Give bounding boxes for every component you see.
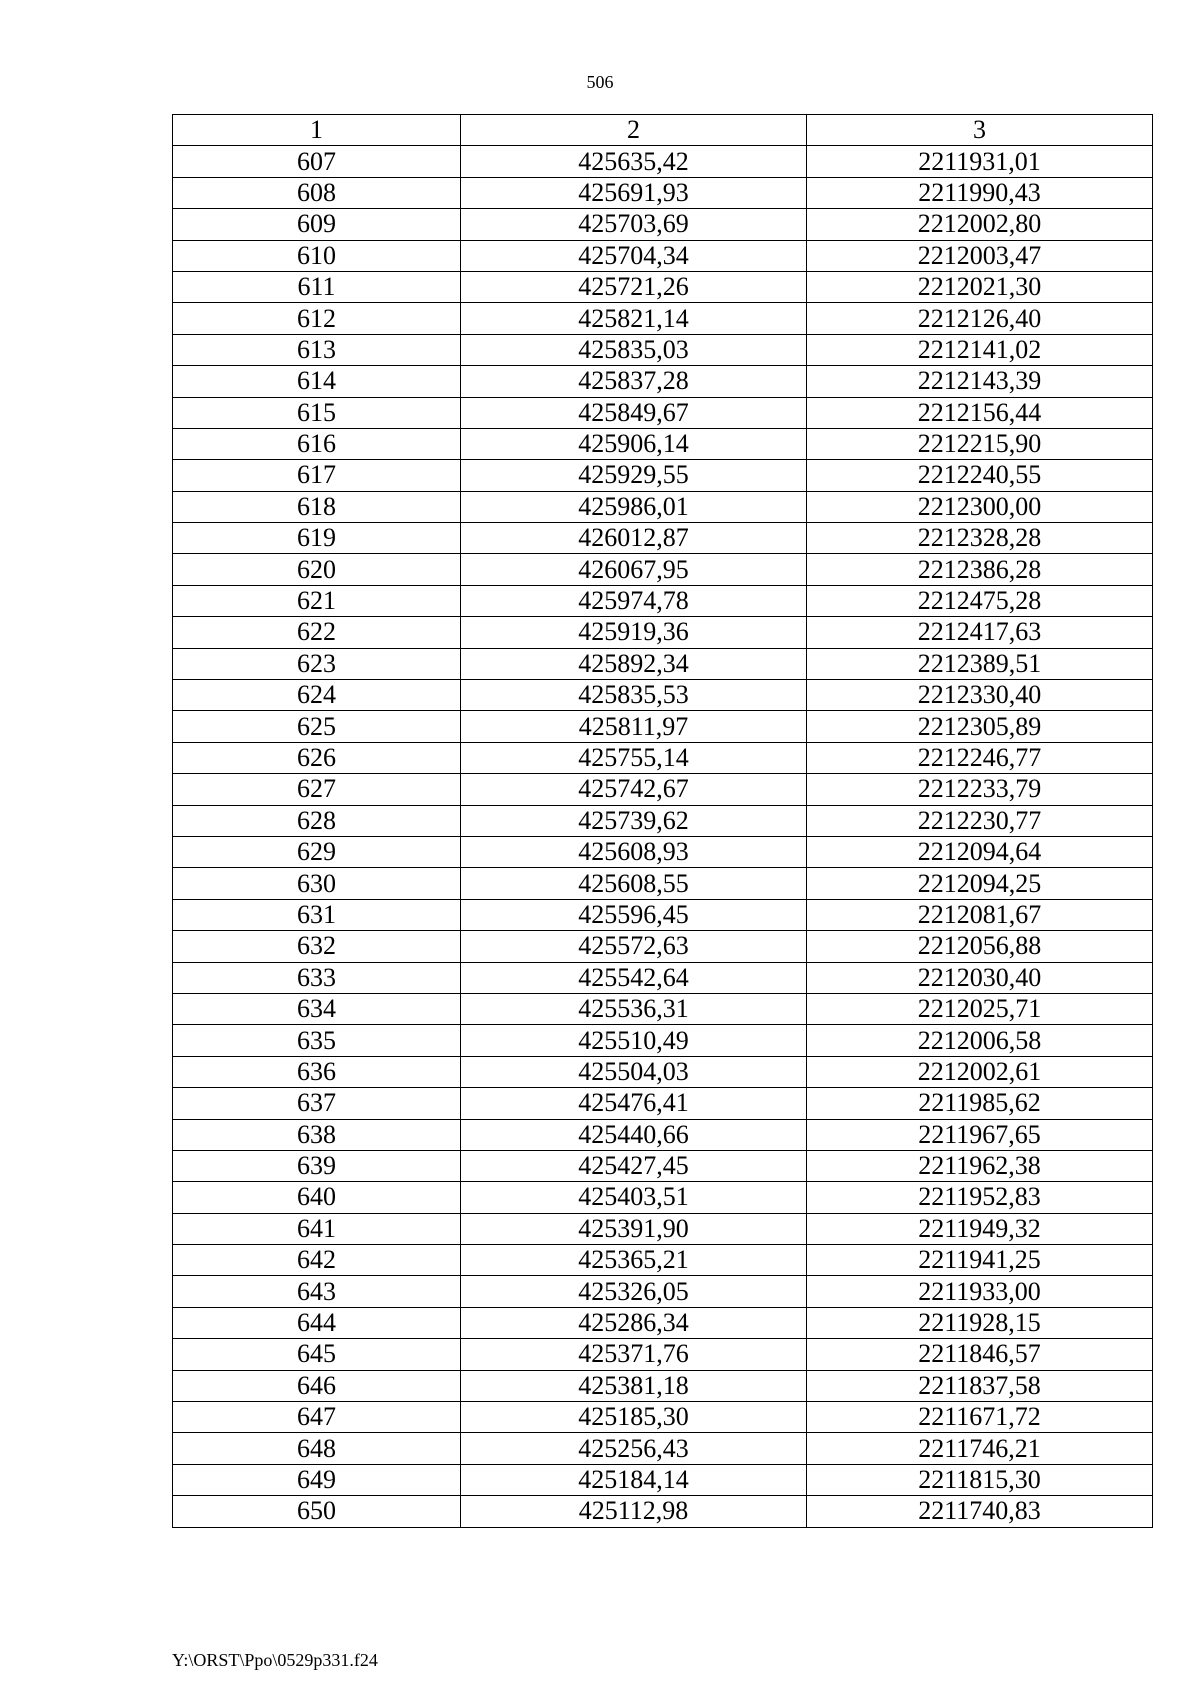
table-cell-col-2: 425608,55: [461, 868, 807, 899]
coordinates-table: [172, 114, 1153, 1528]
table-cell-col-1: 623: [173, 648, 461, 679]
table-cell-col-3: 2212002,61: [807, 1056, 1153, 1087]
table-cell-col-3: 2211949,32: [807, 1213, 1153, 1244]
table-cell-col-1: 643: [173, 1276, 461, 1307]
table-cell-col-3: 2212300,00: [807, 491, 1153, 522]
table-cell-col-2: 425986,01: [461, 491, 807, 522]
table-row: [173, 366, 1153, 397]
table-cell-col-2: 425635,42: [461, 146, 807, 177]
table-cell-col-3: 2211846,57: [807, 1339, 1153, 1370]
table-cell-col-1: 637: [173, 1088, 461, 1119]
table-cell-col-1: 628: [173, 805, 461, 836]
table-cell-col-1: 638: [173, 1119, 461, 1150]
table-row: [173, 648, 1153, 679]
table-row: [173, 491, 1153, 522]
table-row: [173, 303, 1153, 334]
table-cell-col-1: 630: [173, 868, 461, 899]
table-cell-col-3: 2212021,30: [807, 271, 1153, 302]
table-cell-col-1: 611: [173, 271, 461, 302]
table-cell-col-2: 425837,28: [461, 366, 807, 397]
table-cell-col-1: 619: [173, 523, 461, 554]
table-cell-col-1: 615: [173, 397, 461, 428]
table-cell-col-1: 621: [173, 585, 461, 616]
table-row: [173, 1339, 1153, 1370]
table-cell-col-3: 2211985,62: [807, 1088, 1153, 1119]
table-row: [173, 1276, 1153, 1307]
table-cell-col-3: 2211967,65: [807, 1119, 1153, 1150]
table-cell-col-2: 425755,14: [461, 742, 807, 773]
table-row: [173, 931, 1153, 962]
table-cell-col-3: 2212056,88: [807, 931, 1153, 962]
table-cell-col-2: 425371,76: [461, 1339, 807, 1370]
table-row: [173, 1370, 1153, 1401]
table-cell-col-2: 425596,45: [461, 899, 807, 930]
table-cell-col-1: 634: [173, 993, 461, 1024]
table-row: [173, 899, 1153, 930]
table-row: [173, 146, 1153, 177]
table-cell-col-2: 425440,66: [461, 1119, 807, 1150]
table-cell-col-1: 620: [173, 554, 461, 585]
table-row: [173, 397, 1153, 428]
table-cell-col-3: 2211933,00: [807, 1276, 1153, 1307]
table-row: [173, 742, 1153, 773]
table-row: [173, 1245, 1153, 1276]
table-cell-col-2: 425721,26: [461, 271, 807, 302]
table-cell-col-2: 425892,34: [461, 648, 807, 679]
table-cell-col-2: 425742,67: [461, 774, 807, 805]
table-cell-col-3: 2211746,21: [807, 1433, 1153, 1464]
table-cell-col-2: 425326,05: [461, 1276, 807, 1307]
table-cell-col-2: 425504,03: [461, 1056, 807, 1087]
table-cell-col-3: 2211990,43: [807, 177, 1153, 208]
table-row: [173, 177, 1153, 208]
table-cell-col-3: 2212143,39: [807, 366, 1153, 397]
table-cell-col-1: 644: [173, 1307, 461, 1338]
table-row: [173, 1150, 1153, 1181]
table-row: [173, 1119, 1153, 1150]
table-cell-col-3: 2211931,01: [807, 146, 1153, 177]
table-cell-col-2: 425572,63: [461, 931, 807, 962]
table-cell-col-2: 425691,93: [461, 177, 807, 208]
table-cell-col-1: 607: [173, 146, 461, 177]
table-cell-col-1: 649: [173, 1464, 461, 1495]
table-row: [173, 428, 1153, 459]
table-cell-col-3: 2212006,58: [807, 1025, 1153, 1056]
table-row: [173, 711, 1153, 742]
column-header-3: 3: [807, 115, 1153, 146]
table-cell-col-3: 2212094,64: [807, 836, 1153, 867]
table-cell-col-1: 624: [173, 680, 461, 711]
table-cell-col-3: 2212126,40: [807, 303, 1153, 334]
table-cell-col-1: 610: [173, 240, 461, 271]
footer-file-path: Y:\ORST\Ppo\0529p331.f24: [172, 1650, 378, 1670]
table-row: [173, 993, 1153, 1024]
table-cell-col-2: 425510,49: [461, 1025, 807, 1056]
table-cell-col-1: 648: [173, 1433, 461, 1464]
table-cell-col-2: 425365,21: [461, 1245, 807, 1276]
table-cell-col-3: 2212475,28: [807, 585, 1153, 616]
page-number: 506: [586, 72, 614, 92]
table-cell-col-2: 425608,93: [461, 836, 807, 867]
table-cell-col-3: 2212094,25: [807, 868, 1153, 899]
table-cell-col-2: 425811,97: [461, 711, 807, 742]
table-cell-col-2: 425739,62: [461, 805, 807, 836]
table-cell-col-1: 622: [173, 617, 461, 648]
column-header-2: 2: [461, 115, 807, 146]
table-cell-col-3: 2212081,67: [807, 899, 1153, 930]
table-row: [173, 1496, 1153, 1527]
table-row: [173, 271, 1153, 302]
table-cell-col-1: 609: [173, 209, 461, 240]
table-row: [173, 1213, 1153, 1244]
table-cell-col-3: 2212030,40: [807, 962, 1153, 993]
table-cell-col-2: 425391,90: [461, 1213, 807, 1244]
table-cell-col-2: 425704,34: [461, 240, 807, 271]
table-cell-col-1: 627: [173, 774, 461, 805]
table-row: [173, 1088, 1153, 1119]
table-cell-col-1: 608: [173, 177, 461, 208]
table-cell-col-3: 2212215,90: [807, 428, 1153, 459]
table-cell-col-3: 2211928,15: [807, 1307, 1153, 1338]
table-cell-col-3: 2211962,38: [807, 1150, 1153, 1181]
table-row: [173, 460, 1153, 491]
table-row: [173, 1307, 1153, 1338]
table-cell-col-2: 425835,53: [461, 680, 807, 711]
table-cell-col-3: 2211815,30: [807, 1464, 1153, 1495]
table-cell-col-1: 625: [173, 711, 461, 742]
table-row: [173, 334, 1153, 365]
column-header-1: 1: [173, 115, 461, 146]
table-body: [173, 146, 1153, 1527]
table-cell-col-3: 2212305,89: [807, 711, 1153, 742]
table-cell-col-1: 616: [173, 428, 461, 459]
table-cell-col-2: 425476,41: [461, 1088, 807, 1119]
table-cell-col-2: 425974,78: [461, 585, 807, 616]
table-cell-col-1: 640: [173, 1182, 461, 1213]
table-row: [173, 1464, 1153, 1495]
table-cell-col-1: 618: [173, 491, 461, 522]
table-cell-col-3: 2212002,80: [807, 209, 1153, 240]
table-cell-col-3: 2212233,79: [807, 774, 1153, 805]
table-row: [173, 1056, 1153, 1087]
table-cell-col-3: 2212240,55: [807, 460, 1153, 491]
table-cell-col-2: 425256,43: [461, 1433, 807, 1464]
table-cell-col-1: 635: [173, 1025, 461, 1056]
table-cell-col-1: 612: [173, 303, 461, 334]
table-cell-col-2: 425542,64: [461, 962, 807, 993]
table-cell-col-3: 2212330,40: [807, 680, 1153, 711]
table-cell-col-2: 425906,14: [461, 428, 807, 459]
table-row: [173, 523, 1153, 554]
table-cell-col-2: 426067,95: [461, 554, 807, 585]
table-cell-col-3: 2212230,77: [807, 805, 1153, 836]
table-cell-col-3: 2212328,28: [807, 523, 1153, 554]
table-cell-col-1: 632: [173, 931, 461, 962]
table-cell-col-2: 425112,98: [461, 1496, 807, 1527]
table-row: [173, 617, 1153, 648]
table-cell-col-2: 425381,18: [461, 1370, 807, 1401]
table-cell-col-3: 2212417,63: [807, 617, 1153, 648]
table-row: [173, 805, 1153, 836]
table-header: [173, 115, 1153, 146]
table-row: [173, 680, 1153, 711]
table-row: [173, 585, 1153, 616]
table-cell-col-2: 425929,55: [461, 460, 807, 491]
table-cell-col-2: 425849,67: [461, 397, 807, 428]
table-cell-col-2: 425919,36: [461, 617, 807, 648]
table-row: [173, 868, 1153, 899]
table-cell-col-1: 650: [173, 1496, 461, 1527]
table-cell-col-1: 647: [173, 1402, 461, 1433]
table-row: [173, 962, 1153, 993]
table-cell-col-1: 613: [173, 334, 461, 365]
table-cell-col-1: 631: [173, 899, 461, 930]
table-cell-col-3: 2212386,28: [807, 554, 1153, 585]
table-cell-col-3: 2211952,83: [807, 1182, 1153, 1213]
table-cell-col-1: 645: [173, 1339, 461, 1370]
table-cell-col-1: 626: [173, 742, 461, 773]
table-cell-col-3: 2211671,72: [807, 1402, 1153, 1433]
table-cell-col-2: 425185,30: [461, 1402, 807, 1433]
table-cell-col-3: 2211837,58: [807, 1370, 1153, 1401]
header-row: [173, 115, 1153, 146]
table-cell-col-2: 426012,87: [461, 523, 807, 554]
table-cell-col-3: 2212025,71: [807, 993, 1153, 1024]
table-row: [173, 1182, 1153, 1213]
table-cell-col-2: 425184,14: [461, 1464, 807, 1495]
table-cell-col-1: 633: [173, 962, 461, 993]
table-cell-col-3: 2212389,51: [807, 648, 1153, 679]
table-cell-col-2: 425821,14: [461, 303, 807, 334]
table-row: [173, 554, 1153, 585]
table-cell-col-2: 425703,69: [461, 209, 807, 240]
table-cell-col-2: 425427,45: [461, 1150, 807, 1181]
table-row: [173, 1025, 1153, 1056]
table-cell-col-3: 2211740,83: [807, 1496, 1153, 1527]
table-row: [173, 209, 1153, 240]
table-row: [173, 774, 1153, 805]
table-cell-col-2: 425835,03: [461, 334, 807, 365]
table-row: [173, 1402, 1153, 1433]
table-row: [173, 836, 1153, 867]
table-cell-col-1: 642: [173, 1245, 461, 1276]
table-cell-col-3: 2212141,02: [807, 334, 1153, 365]
table-cell-col-2: 425403,51: [461, 1182, 807, 1213]
table-cell-col-1: 639: [173, 1150, 461, 1181]
table-cell-col-1: 636: [173, 1056, 461, 1087]
table-cell-col-1: 614: [173, 366, 461, 397]
table-cell-col-2: 425536,31: [461, 993, 807, 1024]
table-cell-col-1: 629: [173, 836, 461, 867]
table-cell-col-3: 2211941,25: [807, 1245, 1153, 1276]
table-cell-col-2: 425286,34: [461, 1307, 807, 1338]
table-cell-col-1: 617: [173, 460, 461, 491]
table-row: [173, 240, 1153, 271]
table-cell-col-1: 641: [173, 1213, 461, 1244]
table-cell-col-3: 2212156,44: [807, 397, 1153, 428]
table-cell-col-3: 2212003,47: [807, 240, 1153, 271]
table-cell-col-3: 2212246,77: [807, 742, 1153, 773]
table-cell-col-1: 646: [173, 1370, 461, 1401]
table-row: [173, 1433, 1153, 1464]
